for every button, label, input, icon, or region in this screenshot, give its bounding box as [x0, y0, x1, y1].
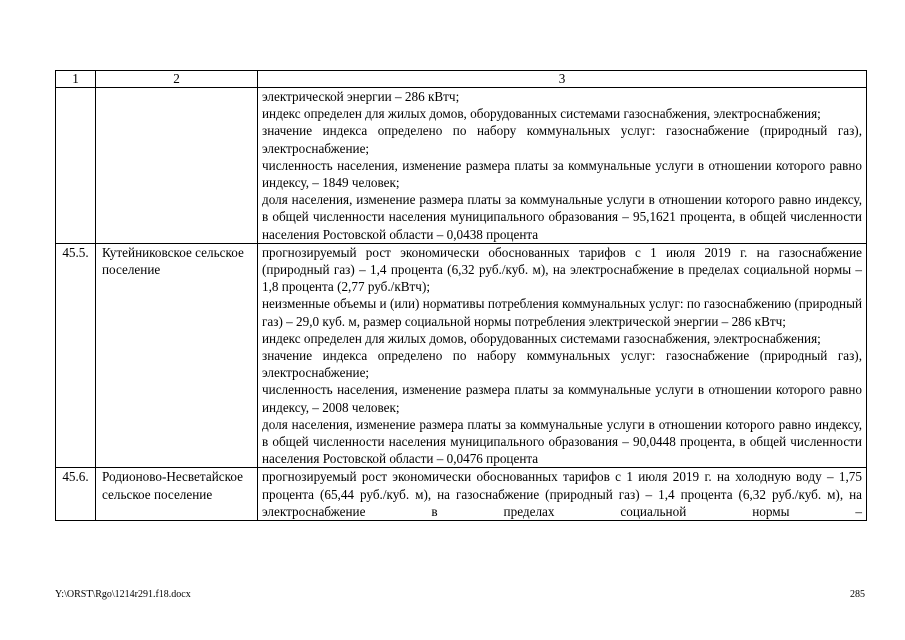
description-paragraph: численность населения, изменение размера платы за коммунальные услуги в отношении которого равно индексу, – 2008 человек;	[262, 382, 862, 415]
column-header-1: 1	[56, 71, 96, 88]
footer-file-path: Y:\ORST\Rgo\1214r291.f18.docx	[55, 589, 191, 600]
description-paragraph: электрической энергии – 286 кВтч;	[262, 89, 460, 104]
document-table	[55, 70, 867, 521]
table-row	[56, 468, 867, 521]
settlement-name: Кутейниковское сельское поселение	[96, 243, 258, 468]
row-description	[258, 243, 867, 468]
description-paragraph: неизменные объемы и (или) нормативы потребления коммунальных услуг: по газоснабжению (природный газ) – 29,0 куб. м, размер социальной нормы потребления электрической энергии – 286 кВтч;	[262, 296, 862, 329]
column-header-2: 2	[96, 71, 258, 88]
table-header-row	[56, 71, 867, 88]
description-paragraph: прогнозируемый рост экономически обоснованных тарифов с 1 июля 2019 г. на газоснабжение (природный газ) – 1,4 процента (6,32 руб./куб. м), на электроснабжение в пределах социальной нормы – 1,8 процента (2,77 руб./кВтч);	[262, 244, 862, 295]
table-row	[56, 88, 867, 244]
description-paragraph: прогнозируемый рост экономически обоснованных тарифов с 1 июля 2019 г. на холодную воду – 1,75 процента (65,44 руб./куб. м), на газоснабжение (природный газ) – 1,4 процента (6,32 руб./куб. м), на электроснабжение в пределах социальной нормы –	[262, 469, 862, 519]
row-number	[56, 88, 96, 244]
footer-page-number: 285	[850, 589, 865, 600]
row-number: 45.6.	[56, 468, 96, 521]
description-paragraph: значение индекса определено по набору коммунальных услуг: газоснабжение (природный газ), электроснабжение;	[262, 348, 862, 381]
description-paragraph: индекс определен для жилых домов, оборудованных системами газоснабжения, электроснабжения;	[262, 330, 821, 346]
description-paragraph: численность населения, изменение размера платы за коммунальные услуги в отношении которого равно индексу, – 1849 человек;	[262, 157, 862, 191]
row-number: 45.5.	[56, 243, 96, 468]
description-paragraph: индекс определен для жилых домов, оборудованных системами газоснабжения, электроснабжения;	[262, 106, 821, 122]
row-description	[258, 468, 867, 521]
row-description	[258, 88, 867, 244]
description-paragraph: доля населения, изменение размера платы за коммунальные услуги в отношении которого равно индексу, в общей численности населения муниципального образования – 95,1621 процента, в общей численности населения Ростовской области – 0,0438 процента	[262, 192, 862, 242]
table-row	[56, 243, 867, 468]
settlement-name: Родионово-Несветайское сельское поселение	[96, 468, 258, 521]
settlement-name	[96, 88, 258, 244]
description-paragraph: доля населения, изменение размера платы за коммунальные услуги в отношении которого равно индексу, в общей численности населения муниципального образования – 90,0448 процента, в общей численности населения Ростовской области – 0,0476 процента	[262, 416, 862, 467]
description-paragraph: значение индекса определено по набору коммунальных услуг: газоснабжение (природный газ), электроснабжение;	[262, 123, 862, 156]
column-header-3: 3	[258, 71, 867, 88]
